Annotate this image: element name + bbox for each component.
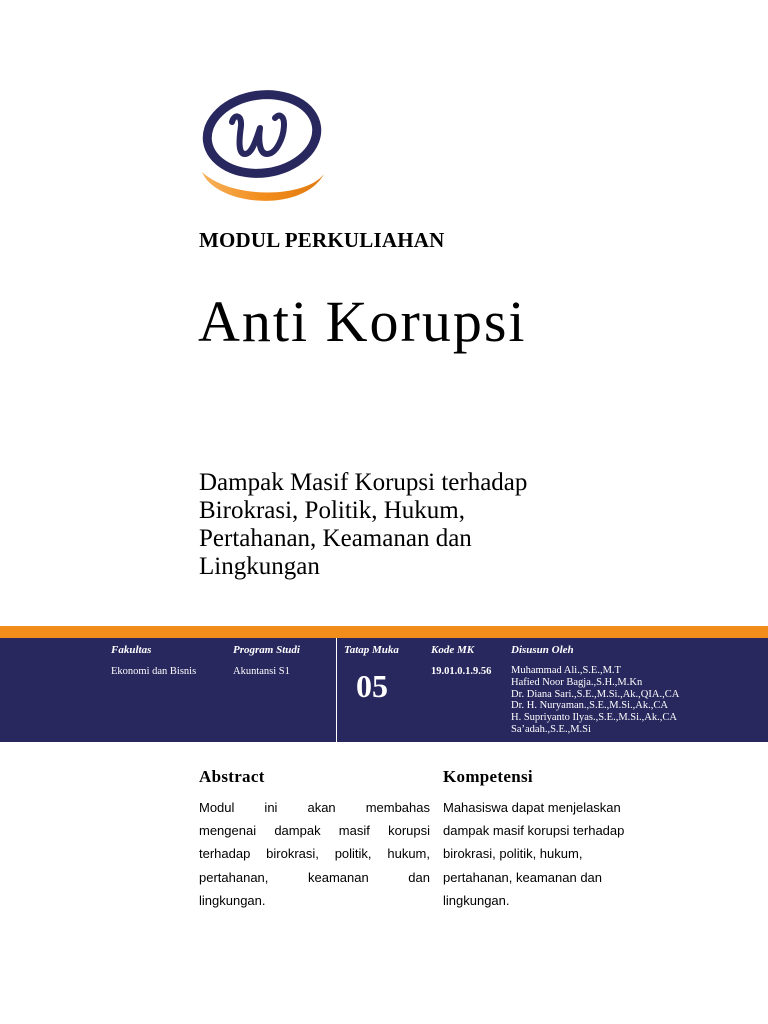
abstract-line: pertahanan, keamanan dan [199,869,430,885]
course-info-band [0,638,768,742]
author-item: H. Supriyanto Ilyas.,S.E.,M.Si.,Ak.,CA [511,712,677,724]
kode-mk-label: Kode MK [431,644,475,656]
prodi-label: Program Studi [233,644,300,656]
abstract-line: terhadap birokrasi, politik, hukum, [199,846,430,862]
subtitle-line: Pertahanan, Keamanan dan [199,525,472,552]
kompetensi-heading: Kompetensi [443,767,533,786]
prodi-value: Akuntansi S1 [233,666,290,677]
abstract-heading: Abstract [199,767,265,786]
abstract-line: Modul ini akan membahas [199,800,430,815]
abstract-line: mengenai dampak masif korupsi [199,823,430,839]
subtitle-line: Lingkungan [199,553,320,580]
page-title: Anti Korupsi [198,289,527,354]
kompetensi-line: dampak masif korupsi terhadap [443,823,625,839]
module-subtitle [199,469,639,581]
kompetensi-line: pertahanan, keamanan dan [443,869,603,885]
orange-accent-bar [0,626,768,638]
fakultas-value: Ekonomi dan Bisnis [111,666,197,677]
kompetensi-line: birokrasi, politik, hukum, [443,846,583,862]
tatap-muka-label: Tatap Muka [344,644,399,656]
kompetensi-body [443,796,674,912]
tatap-muka-value: 05 [356,668,388,704]
author-item: Dr. H. Nuryaman.,S.E.,M.Si.,Ak.,CA [511,700,668,712]
w-logo-icon [198,88,330,208]
abstract-body [199,796,430,912]
modul-label: MODUL PERKULIAHAN [199,228,445,252]
author-item: Hafied Noor Bagja.,S.H.,M.Kn [511,676,643,688]
fakultas-label: Fakultas [111,644,152,656]
subtitle-line: Birokrasi, Politik, Hukum, [199,497,465,524]
authors-list [511,665,679,736]
disusun-oleh-label: Disusun Oleh [511,644,574,656]
author-item: Dr. Diana Sari.,S.E.,M.Si.,Ak.,QIA.,CA [511,688,680,700]
kode-mk-value: 19.01.0.1.9.56 [431,666,492,677]
abstract-line: lingkungan. [199,892,266,908]
kompetensi-line: Mahasiswa dapat menjelaskan [443,800,621,815]
subtitle-line: Dampak Masif Korupsi terhadap [199,469,528,496]
author-item: Sa’adah.,S.E.,M.Si [511,723,591,735]
author-item: Muhammad Ali.,S.E.,M.T [511,665,621,676]
kompetensi-line: lingkungan. [443,892,510,908]
vertical-divider [336,638,337,742]
